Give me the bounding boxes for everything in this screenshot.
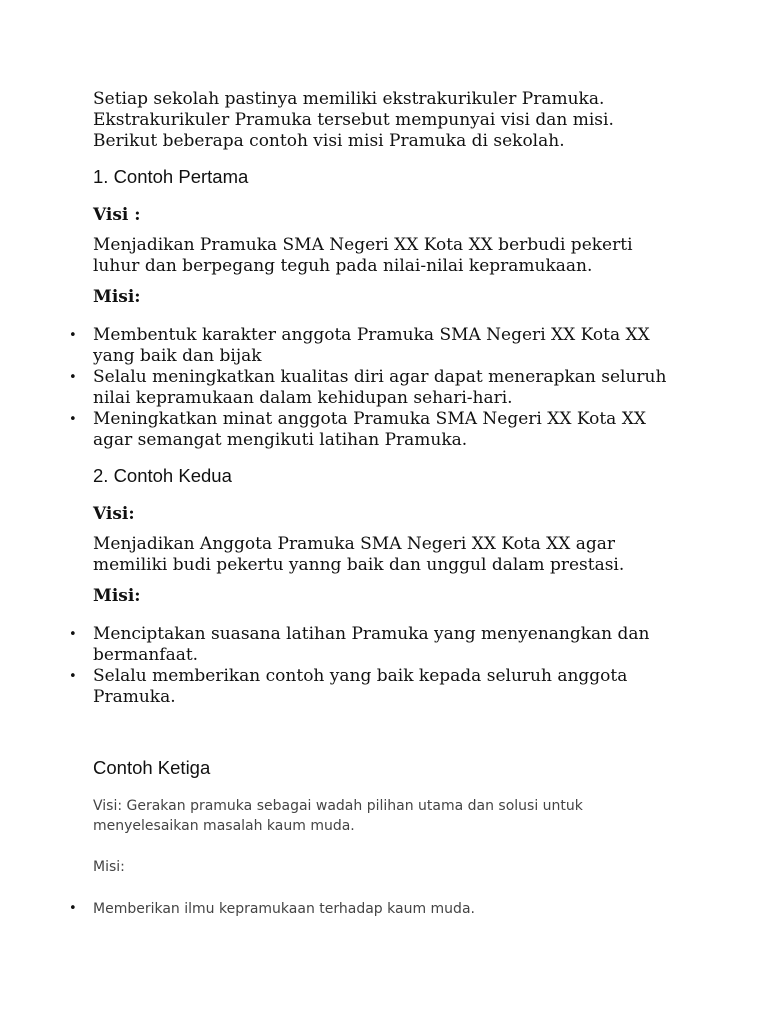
section-1-visi-label: Visi :: [93, 205, 141, 225]
bullet-icon: •: [69, 901, 77, 916]
section-1-misi-label: Misi:: [93, 287, 141, 307]
section-3-heading: Contoh Ketiga: [93, 757, 211, 778]
section-2-visi-text: Menjadikan Anggota Pramuka SMA Negeri XX Kota XX agar memiliki budi pekertu yanng baik dan unggul dalam prestasi.: [93, 534, 625, 575]
section-3-visi-text: Visi: Gerakan pramuka sebagai wadah pilihan utama dan solusi untuk menyelesaikan masalah kaum muda.: [93, 798, 583, 834]
section-3-misi-label: Misi:: [93, 859, 125, 875]
bullet-icon: •: [69, 370, 77, 385]
section-3-misi-list: [69, 899, 673, 919]
list-item-text: Menciptakan suasana latihan Pramuka yang menyenangkan dan bermanfaat.: [93, 624, 650, 665]
section-2-misi-label: Misi:: [93, 586, 141, 606]
section-2-misi-list: [69, 624, 673, 708]
bullet-icon: •: [69, 412, 77, 427]
bullet-icon: •: [69, 669, 77, 684]
list-item-text: Membentuk karakter anggota Pramuka SMA Negeri XX Kota XX yang baik dan bijak: [93, 325, 650, 366]
bullet-icon: •: [69, 627, 77, 642]
section-1-visi-text: Menjadikan Pramuka SMA Negeri XX Kota XX berbudi pekerti luhur dan berpegang teguh pada nilai-nilai kepramukaan.: [93, 235, 633, 276]
list-item: [69, 666, 673, 708]
intro-paragraph: Setiap sekolah pastinya memiliki ekstrakurikuler Pramuka. Ekstrakurikuler Pramuka tersebut mempunyai visi dan misi. Berikut beberapa contoh visi misi Pramuka di sekolah.: [93, 89, 614, 151]
list-item: [69, 409, 673, 451]
list-item-text: Memberikan ilmu kepramukaan terhadap kaum muda.: [93, 901, 475, 917]
bullet-icon: •: [69, 328, 77, 343]
list-item-text: Meningkatkan minat anggota Pramuka SMA Negeri XX Kota XX agar semangat mengikuti latihan Pramuka.: [93, 409, 646, 450]
list-item-text: Selalu memberikan contoh yang baik kepada seluruh anggota Pramuka.: [93, 666, 628, 707]
list-item: [69, 325, 673, 367]
section-1-misi-list: [69, 325, 673, 451]
section-2-heading: 2. Contoh Kedua: [93, 465, 232, 486]
section-1-heading: 1. Contoh Pertama: [93, 166, 249, 187]
section-2-visi-label: Visi:: [93, 504, 135, 524]
list-item: [69, 899, 673, 919]
list-item: [69, 367, 673, 409]
list-item: [69, 624, 673, 666]
list-item-text: Selalu meningkatkan kualitas diri agar dapat menerapkan seluruh nilai kepramukaan dalam kehidupan sehari-hari.: [93, 367, 667, 408]
